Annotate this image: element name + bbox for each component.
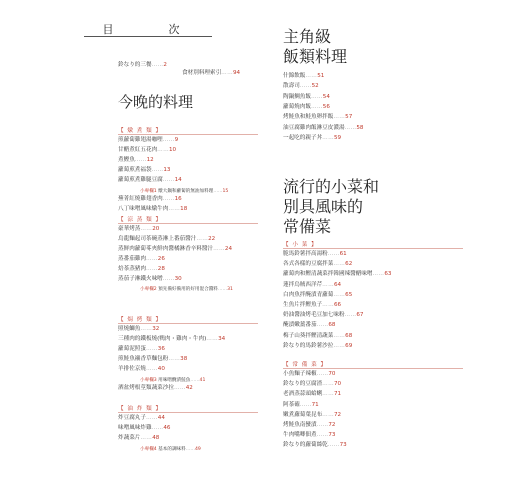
leader-dots: ……	[333, 342, 346, 349]
entry-name: 蓮拌烏賊西洋芹	[283, 281, 323, 288]
leader-dots: ……	[333, 332, 346, 339]
entry-name: 蘿蔔燒肉飯	[283, 103, 311, 110]
entry-name: 脆馬鈴薯拌高湯粉	[283, 251, 328, 257]
toc-title-rule	[84, 36, 212, 37]
toc-special-entry[interactable]	[140, 377, 205, 383]
entry-page: 42	[185, 385, 193, 392]
entry-name: 甘醋煮紅五花肉	[118, 146, 158, 153]
toc-entry[interactable]	[283, 371, 336, 378]
section-label: 【 常 備 菜 】	[283, 362, 328, 368]
entry-name: 煮鰹魚	[118, 156, 135, 163]
toc-entry[interactable]	[283, 381, 341, 388]
entry-page: 59	[333, 134, 342, 141]
toc-entry[interactable]	[118, 167, 171, 174]
leader-dots: ……	[157, 146, 169, 153]
toc-entry[interactable]	[283, 322, 336, 329]
toc-entry[interactable]	[118, 435, 159, 442]
entry-page: 48	[152, 434, 160, 441]
toc-entry[interactable]	[118, 356, 187, 363]
entry-page: 54	[322, 93, 330, 100]
entry-page: 40	[157, 365, 165, 372]
toc-entry[interactable]	[283, 104, 330, 111]
toc-entry[interactable]	[182, 70, 240, 77]
entry-page: 38	[180, 355, 188, 362]
entry-name: 羊排佐京燒	[118, 365, 146, 372]
toc-entry[interactable]	[283, 261, 352, 268]
entry-name: 蒸茄子淋鐵火味噌	[118, 275, 163, 282]
entry-page: 31	[227, 287, 233, 293]
section-rule	[283, 248, 463, 249]
leader-dots: ……	[322, 391, 334, 398]
entry-name: 基本的調味料	[156, 446, 186, 452]
leader-dots: ……	[217, 287, 228, 293]
entry-page: 10	[168, 146, 177, 153]
sides-heading-line1: 流行的小菜和	[283, 177, 380, 196]
toc-entry[interactable]	[118, 246, 232, 253]
leader-dots: ……	[344, 124, 357, 131]
sides-heading-line3: 常備菜	[283, 217, 332, 236]
entry-page: 57	[345, 114, 353, 121]
entry-page: 72	[328, 422, 336, 428]
entry-page: 68	[345, 332, 353, 339]
entry-page: 22	[208, 235, 216, 242]
entry-page: 70	[328, 371, 336, 377]
leader-dots: ……	[322, 411, 334, 418]
entry-name: 燉大鍋和蘿蔔的無油加料理	[156, 188, 214, 194]
leader-dots: ……	[310, 103, 323, 110]
toc-entry[interactable]	[118, 276, 182, 283]
entry-name: 鈴なり的三餐	[118, 62, 152, 68]
leader-dots: ……	[134, 156, 147, 163]
entry-name: 一起吃的親子丼	[283, 134, 323, 141]
toc-special-entry[interactable]	[140, 446, 201, 452]
entry-page: 20	[152, 226, 160, 232]
entry-page: 9	[174, 137, 179, 143]
entry-page: 24	[224, 245, 233, 252]
entry-name: 什錦飲飯	[283, 73, 306, 79]
leader-dots: ……	[151, 62, 164, 68]
entry-name: 小魚麵子辣椒	[283, 371, 317, 377]
entry-name: 醃漬嫩薑番茄	[283, 322, 317, 329]
leader-dots: ……	[151, 424, 164, 431]
leader-dots: ……	[322, 302, 334, 308]
leader-dots: ……	[372, 271, 385, 278]
entry-name: 八丁味噌風味燉牛肉	[118, 206, 169, 213]
toc-entry[interactable]	[283, 402, 319, 409]
leader-dots: ……	[316, 432, 329, 439]
entry-name: 蘿蔔泥照蛋	[118, 345, 146, 352]
leader-dots: ……	[190, 377, 200, 383]
entry-page: 64	[333, 281, 342, 288]
entry-page: 65	[345, 291, 353, 298]
leader-dots: ……	[145, 255, 158, 262]
entry-name: 烤鮭魚南蠻漬	[283, 422, 317, 428]
toc-entry[interactable]	[283, 135, 341, 142]
entry-name: 鈴なり的蘿蔔絲乾	[283, 442, 328, 449]
section-rule	[283, 368, 463, 369]
entry-page: 52	[311, 83, 319, 90]
entry-name: 三種肉的鐵板燒(鴨肉・雞肉・牛肉)	[118, 335, 207, 342]
toc-entry[interactable]	[118, 366, 165, 373]
entry-page: 70	[333, 381, 342, 388]
entry-page: 26	[157, 255, 165, 262]
entry-page: 46	[163, 424, 171, 431]
toc-entry[interactable]	[283, 432, 336, 439]
entry-page: 69	[345, 342, 353, 349]
leader-dots: ……	[145, 365, 158, 372]
leader-dots: ……	[185, 446, 195, 452]
column-tag: 小專欄4	[140, 446, 157, 452]
entry-page: 72	[333, 411, 342, 418]
leader-dots: ……	[333, 261, 346, 268]
entry-page: 13	[163, 166, 171, 173]
entry-page: 94	[232, 70, 241, 76]
entry-name: 用味噌醃漬鮭魚	[156, 377, 191, 383]
leader-dots: ……	[333, 114, 346, 121]
entry-name: 梅子山葵拌鰹清蔬菜	[283, 332, 334, 339]
sides-heading-line2: 別具風味的	[283, 197, 364, 216]
entry-name: 煎鮭魚襯香草麵包粉	[118, 355, 169, 362]
entry-page: 49	[194, 446, 201, 452]
leader-dots: ……	[206, 335, 219, 342]
toc-title: 目 次	[102, 23, 202, 36]
leader-dots: ……	[145, 265, 158, 272]
leader-dots: ……	[162, 196, 175, 203]
toc-entry[interactable]	[118, 157, 154, 164]
entry-page: 2	[163, 62, 167, 68]
entry-page: 16	[174, 196, 182, 203]
toc-special-entry[interactable]	[140, 286, 233, 292]
toc-entry[interactable]	[118, 196, 182, 203]
toc-entry[interactable]	[283, 292, 352, 299]
toc-entry[interactable]	[118, 425, 171, 432]
leader-dots: ……	[213, 188, 223, 194]
entry-page: 62	[345, 261, 353, 268]
leader-dots: ……	[168, 355, 181, 362]
leader-dots: ……	[322, 134, 334, 141]
toc-entry[interactable]	[283, 412, 341, 419]
leader-dots: ……	[316, 422, 329, 428]
entry-name: 奶油醬油烤毛豆加七味粉	[283, 312, 345, 319]
entry-page: 58	[356, 124, 364, 131]
toc-entry[interactable]	[118, 415, 165, 422]
entry-name: 生魚片拌鰹魚子	[283, 302, 323, 308]
entry-page: 28	[157, 265, 165, 272]
toc-entry[interactable]	[118, 256, 165, 263]
leader-dots: ……	[221, 70, 233, 76]
entry-page: 44	[157, 415, 165, 421]
entry-name: 蕪菁紅燒雞翅香肉	[118, 196, 163, 203]
section-label: 【 焗 烤 類 】	[118, 317, 163, 323]
leader-dots: ……	[344, 312, 357, 319]
entry-page: 30	[174, 275, 182, 282]
toc-entry[interactable]	[118, 147, 176, 154]
entry-name: 散壽司	[283, 83, 300, 90]
entry-page: 71	[311, 401, 319, 408]
section-label: 【 油 炸 類 】	[118, 406, 163, 412]
entry-page: 34	[218, 335, 226, 342]
toc-entry[interactable]	[283, 391, 341, 398]
entry-name: 白肉魚拌醃漬青蘿蔔	[283, 291, 334, 298]
leader-dots: ……	[322, 381, 334, 388]
entry-name: 食材別料理索引	[182, 70, 222, 76]
leader-dots: ……	[310, 93, 323, 100]
toc-entry[interactable]	[118, 336, 225, 343]
entry-page: 15	[222, 188, 229, 194]
section-rule	[118, 412, 258, 413]
leader-dots: ……	[299, 401, 312, 408]
entry-name: 預先備好備用的好用混合醬料	[156, 287, 218, 293]
leader-dots: ……	[316, 322, 329, 329]
toc-entry[interactable]	[283, 302, 341, 309]
entry-page: 56	[322, 103, 330, 110]
toc-entry[interactable]	[283, 94, 330, 101]
leader-dots: ……	[322, 281, 334, 288]
entry-name: 炸蔬菜片	[118, 434, 141, 441]
leader-dots: ……	[151, 166, 164, 173]
section-rule	[118, 223, 258, 224]
rice-heading-line1: 主角級	[283, 27, 332, 46]
column-tag: 小專欄3	[140, 377, 157, 383]
leader-dots: ……	[327, 442, 340, 449]
entry-name: 蘿蔔煎煮福袋	[118, 166, 152, 173]
leader-dots: ……	[173, 385, 186, 392]
entry-name: 豪華烤蒸	[118, 226, 141, 232]
toc-entry[interactable]	[283, 251, 347, 258]
entry-name: 老酒蒸蒜頭蛤蜊	[283, 391, 323, 398]
entry-name: 嫩煮蘿蔔葉昆布	[283, 411, 323, 418]
toc-entry[interactable]	[283, 73, 324, 80]
leader-dots: ……	[162, 275, 175, 282]
entry-page: 12	[146, 156, 154, 163]
entry-name: 蒸鮮肉蘿蔔苳夾鮮肉醬橘淋香辛料醬汁	[118, 245, 214, 252]
leader-dots: ……	[168, 206, 181, 213]
entry-name: 焙茶蒸豬肉	[118, 265, 146, 272]
rice-heading-line2: 飯類料理	[283, 47, 348, 66]
toc-entry[interactable]	[283, 333, 352, 340]
entry-name: 油豆腐雞肉飯淋豆皮濃湯	[283, 124, 345, 131]
leader-dots: ……	[196, 235, 209, 242]
entry-page: 61	[339, 251, 347, 257]
entry-page: 32	[152, 326, 160, 332]
entry-page: 73	[339, 442, 347, 449]
section-rule	[118, 134, 258, 135]
leader-dots: ……	[327, 251, 340, 257]
leader-dots: ……	[140, 226, 153, 232]
entry-name: 烏龍麵起司茶碗蒸淋上番茄醬汁	[118, 235, 197, 242]
leader-dots: ……	[140, 326, 153, 332]
left-heading: 今晚的料理	[118, 93, 194, 111]
column-tag: 小專欄2	[140, 287, 157, 293]
section-label: 【 涼 蒸 類 】	[118, 217, 163, 223]
section-label: 【 燉 煮 類 】	[118, 128, 163, 134]
toc-entry[interactable]	[118, 385, 193, 392]
toc-entry[interactable]	[118, 206, 187, 213]
entry-page: 71	[333, 391, 342, 398]
toc-entry[interactable]	[118, 346, 165, 353]
leader-dots: ……	[145, 415, 158, 421]
entry-name: 鈴なり的豆腐渣	[283, 381, 323, 388]
toc-entry[interactable]	[283, 282, 341, 289]
entry-name: 鈴なり的馬鈴薯沙拉	[283, 342, 334, 349]
leader-dots: ……	[140, 434, 153, 441]
toc-entry[interactable]	[118, 226, 159, 233]
toc-entry[interactable]	[118, 137, 178, 144]
leader-dots: ……	[305, 73, 318, 79]
toc-entry[interactable]	[118, 326, 159, 333]
entry-page: 73	[328, 432, 336, 439]
entry-name: 牛肉嘴唧佃煮	[283, 432, 317, 439]
leader-dots: ……	[162, 137, 175, 143]
toc-entry[interactable]	[283, 312, 363, 319]
toc-entry[interactable]	[283, 422, 336, 429]
toc-entry[interactable]	[283, 271, 391, 278]
entry-name: 洒盆烤根莖類蔬菜沙拉	[118, 385, 174, 392]
entry-page: 14	[174, 176, 182, 183]
section-label: 【 小 菜 】	[283, 242, 318, 248]
entry-page: 51	[317, 73, 325, 79]
leader-dots: ……	[213, 245, 225, 252]
entry-page: 63	[384, 271, 392, 278]
leader-dots: ……	[299, 83, 312, 90]
entry-name: 味噌風味炸雞	[118, 424, 152, 431]
toc-entry[interactable]	[118, 236, 215, 243]
entry-page: 66	[333, 302, 342, 308]
entry-page: 18	[180, 206, 188, 213]
entry-name: 蘿蔔肉和鰹清蔬菜拌韓國辣醬醋味噌	[283, 271, 373, 278]
leader-dots: ……	[333, 291, 346, 298]
entry-name: 蘿蔔煎煮雞腿豆腐	[118, 176, 163, 183]
entry-name: 蒸番茄雞肉	[118, 255, 146, 262]
entry-page: 36	[157, 345, 165, 352]
entry-name: 各式各樣的豆腐拌菜	[283, 261, 334, 268]
entry-page: 67	[356, 312, 364, 319]
entry-page: 41	[199, 377, 206, 383]
toc-entry[interactable]	[283, 125, 363, 132]
toc-entry[interactable]	[283, 83, 319, 90]
leader-dots: ……	[162, 176, 175, 183]
entry-name: 煎蘿蔔雞翅湯咖哩	[118, 137, 163, 143]
column-tag: 小專欄1	[140, 188, 157, 194]
entry-page: 68	[328, 322, 336, 329]
toc-special-entry[interactable]	[140, 188, 228, 194]
entry-name: 炸豆腐丸子	[118, 415, 146, 421]
entry-name: 阿茶確	[283, 401, 300, 408]
toc-entry[interactable]	[283, 114, 352, 121]
entry-name: 烤鮭魚和鮭魚卵拌飯	[283, 114, 334, 121]
toc-entry[interactable]	[283, 442, 347, 449]
section-rule	[118, 323, 258, 324]
entry-name: 照燒鰤魚	[118, 326, 141, 332]
toc-entry[interactable]	[118, 177, 182, 184]
entry-name: 陶鍋鯛魚飯	[283, 93, 311, 100]
toc-entry[interactable]	[118, 62, 167, 69]
leader-dots: ……	[145, 345, 158, 352]
toc-entry[interactable]	[118, 266, 165, 273]
toc-entry[interactable]	[283, 343, 352, 350]
leader-dots: ……	[316, 371, 329, 377]
